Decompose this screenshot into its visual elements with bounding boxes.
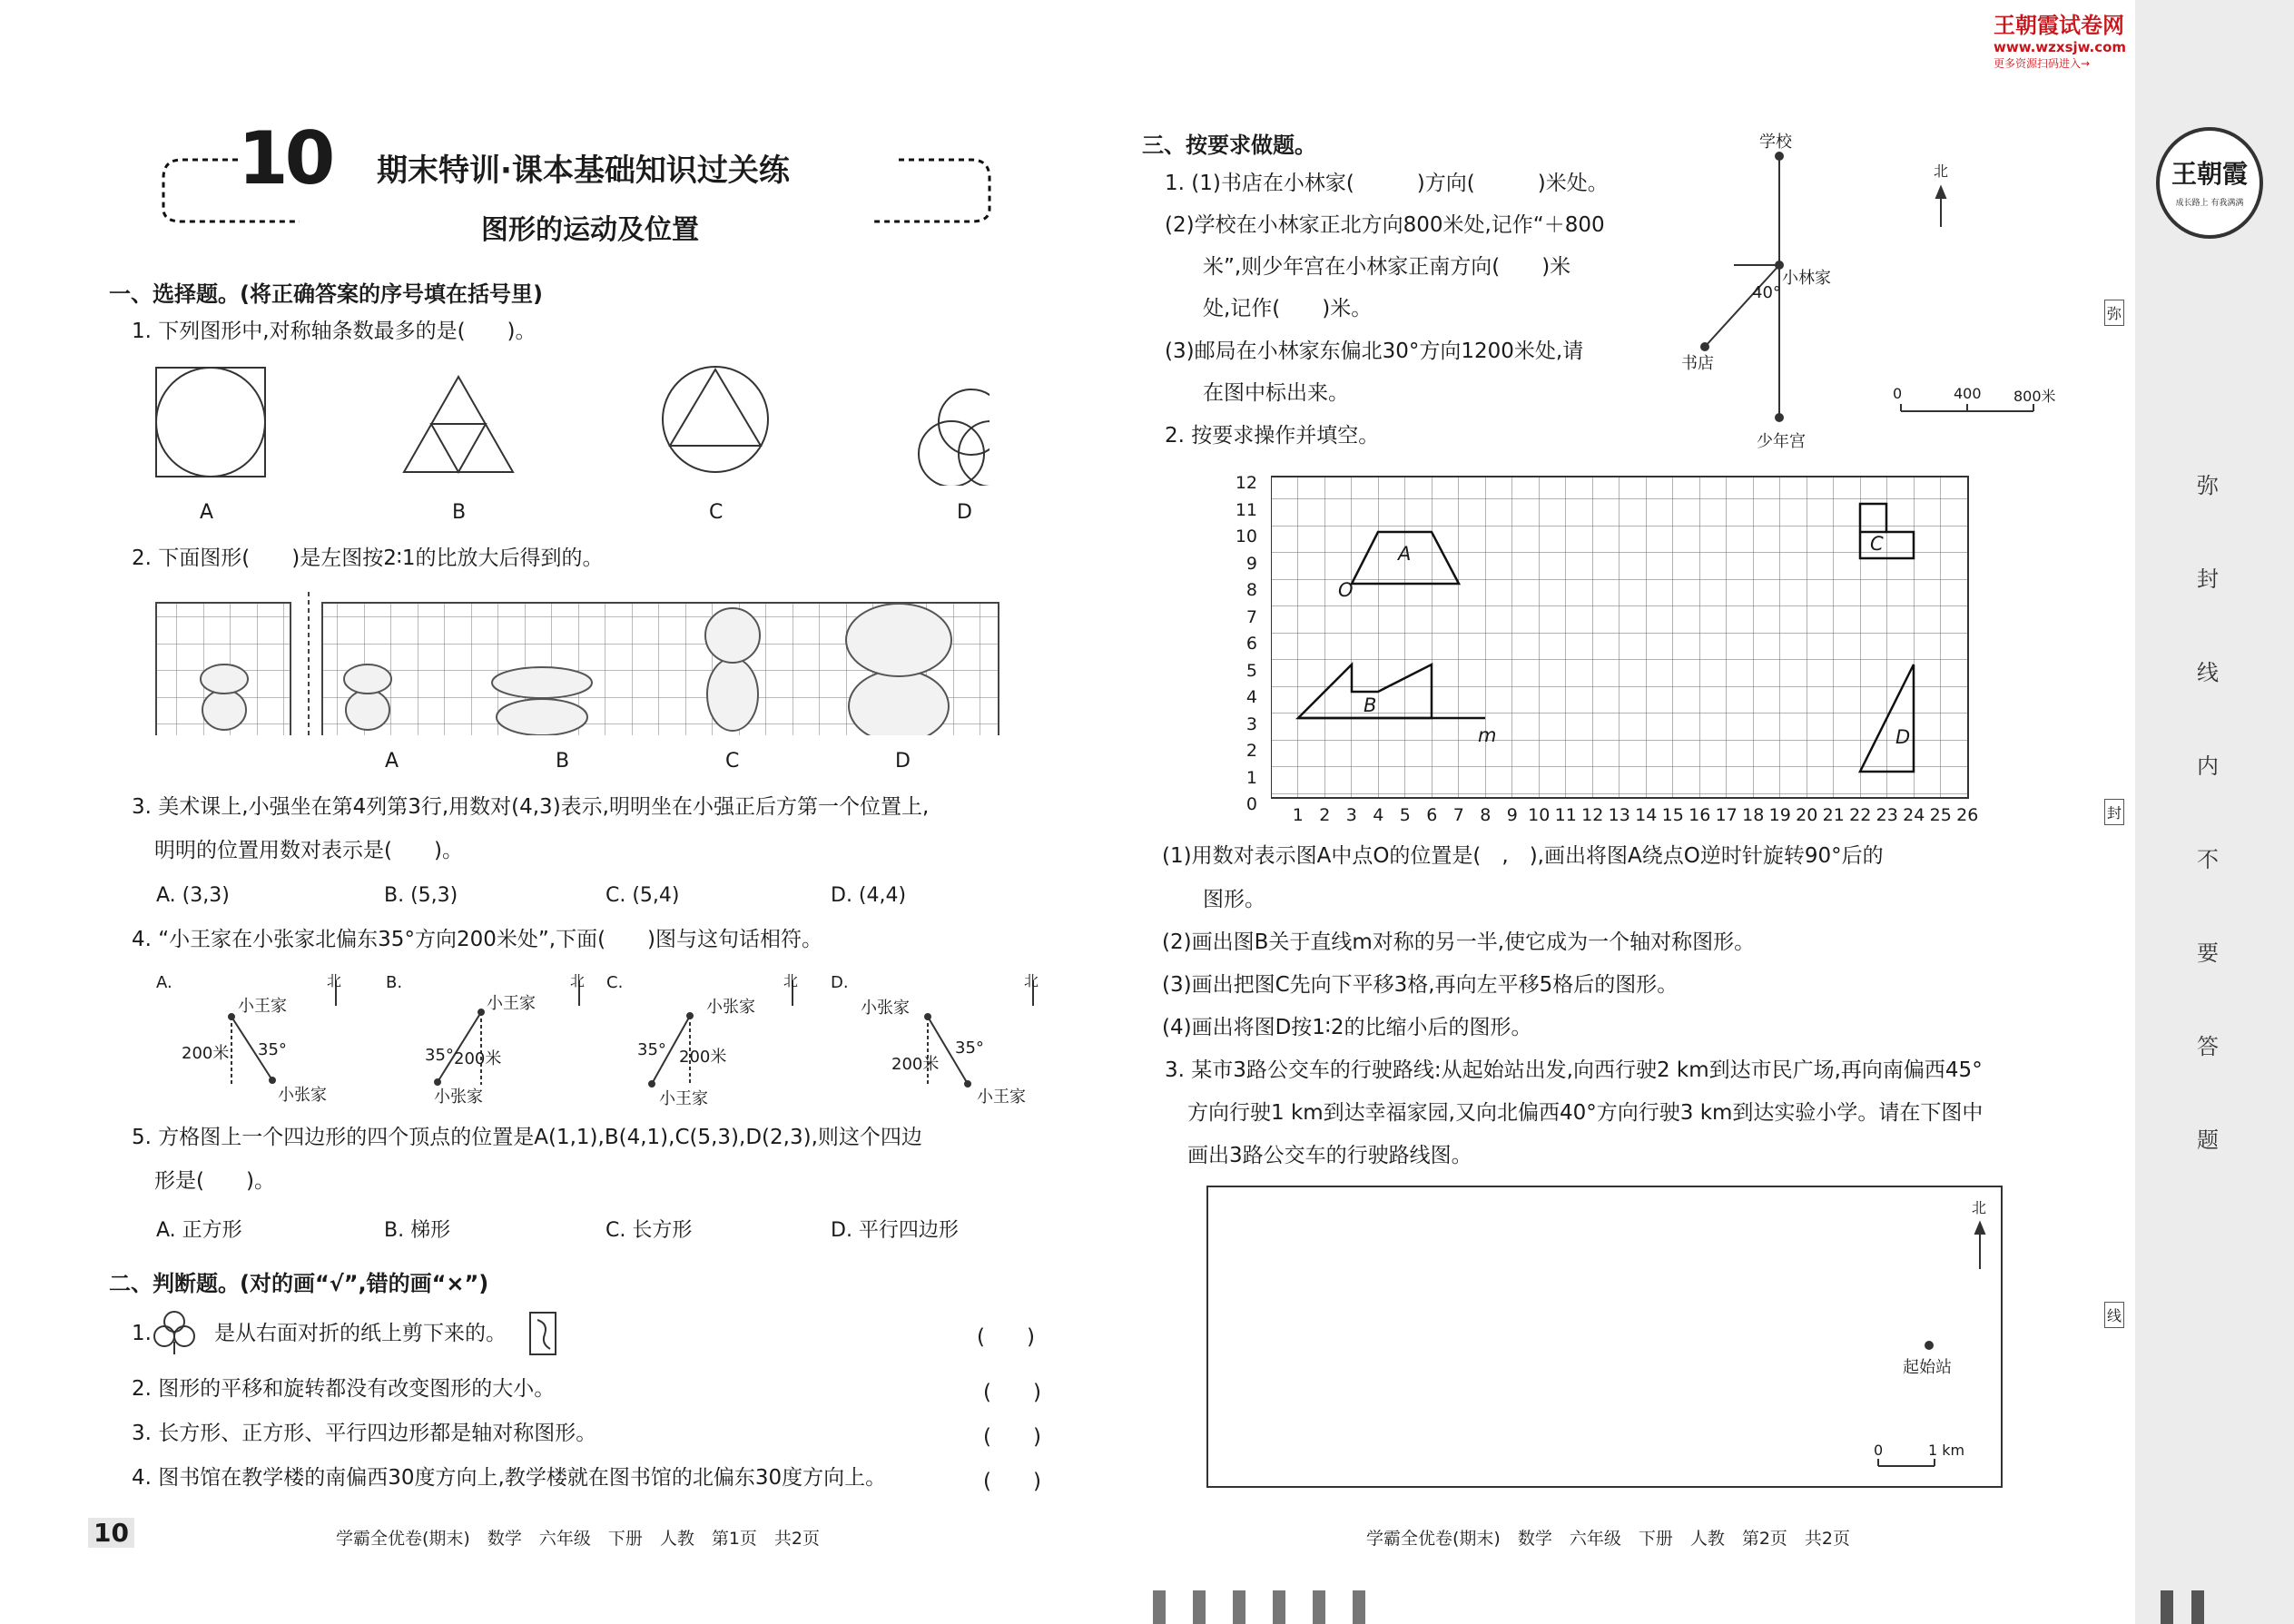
x-tick: 21	[1822, 805, 1845, 825]
map-label: 小王家	[238, 997, 287, 1016]
answer-bracket[interactable]: ( )	[983, 1470, 1041, 1493]
north-label: 北	[1024, 972, 1039, 989]
page-subtitle: 图形的运动及位置	[481, 214, 699, 246]
north-label: 北	[570, 972, 586, 989]
x-tick: 2	[1319, 805, 1331, 825]
option-label: D	[895, 750, 911, 773]
y-tick: 1	[1245, 767, 1257, 788]
question-text: (1)用数对表示图A中点O的位置是( , ),画出将图A绕点O逆时针旋转90°后的	[1162, 844, 1884, 868]
answer-bracket[interactable]: ( )	[983, 1381, 1041, 1404]
x-tick: 23	[1876, 805, 1898, 825]
question-text: (4)画出将图D按1∶2的比缩小后的图形。	[1162, 1016, 1532, 1039]
option-label: A	[200, 501, 214, 524]
question-text: 在图中标出来。	[1203, 381, 1349, 405]
question-text: 2. 下面图形( )是左图按2∶1的比放大后得到的。	[132, 546, 604, 570]
x-tick: 14	[1635, 805, 1658, 825]
footer-text: 学霸全优卷(期末) 数学 六年级 下册 人教 第1页 共2页	[336, 1529, 821, 1549]
judge-item: 3. 长方形、正方形、平行四边形都是轴对称图形。	[132, 1422, 597, 1445]
x-tick: 10	[1528, 805, 1551, 825]
y-tick: 3	[1245, 714, 1257, 734]
seal-char: 内	[2197, 753, 2219, 779]
shape-label: m	[1478, 724, 1497, 746]
map-label: 小王家	[977, 1088, 1026, 1107]
x-tick: 11	[1554, 805, 1577, 825]
option-text: C. (5,4)	[605, 884, 680, 907]
option-text: A. (3,3)	[156, 884, 230, 907]
x-tick: 17	[1715, 805, 1738, 825]
registration-marks	[1153, 1590, 1380, 1624]
x-tick: 20	[1796, 805, 1818, 825]
north-label: 北	[327, 972, 342, 989]
brand-badge	[2156, 127, 2263, 239]
clover-cut-figure	[153, 1307, 559, 1358]
section-heading: 二、判断题。(对的画“√”,错的画“×”)	[109, 1271, 489, 1296]
brand-badge-name: 王朝霞	[2171, 159, 2248, 189]
question-text: 3. 美术课上,小强坐在第4列第3行,用数对(4,3)表示,明明坐在小强正后方第一个位置上,	[132, 795, 930, 819]
option-label: A.	[156, 973, 172, 992]
question-text: 方向行驶1 km到达幸福家园,又向北偏西40°方向行驶3 km到达实验小学。请在下图中	[1187, 1101, 1984, 1125]
map-label: 小张家	[278, 1086, 327, 1105]
question-text: 形是( )。	[154, 1169, 275, 1193]
grid-y-axis	[1221, 470, 1257, 819]
x-tick: 12	[1581, 805, 1604, 825]
question-text: (2)画出图B关于直线m对称的另一半,使它成为一个轴对称图形。	[1162, 930, 1756, 954]
binding-mark: 弥	[2104, 300, 2124, 326]
y-tick: 9	[1245, 553, 1257, 574]
route-drawing-area[interactable]	[1206, 1185, 2004, 1489]
site-logo-url: www.wzxsjw.com	[1994, 39, 2127, 55]
y-tick: 6	[1245, 634, 1257, 654]
shape-label: O	[1338, 579, 1354, 601]
footer-text: 学霸全优卷(期末) 数学 六年级 下册 人教 第2页 共2页	[1366, 1529, 1851, 1549]
question-text: 5. 方格图上一个四边形的四个顶点的位置是A(1,1),B(4,1),C(5,3),D(2,3),则这个四边	[132, 1126, 922, 1149]
binding-mark: 封	[2104, 799, 2124, 825]
page-number: 10	[88, 1518, 134, 1548]
map-label: 小张家	[861, 999, 910, 1018]
shape-label: C	[1870, 533, 1884, 555]
question-text: 明明的位置用数对表示是( )。	[154, 839, 463, 862]
question-text: 1. (1)书店在小林家( )方向( )米处。	[1165, 172, 1609, 195]
q1-figures	[145, 359, 989, 486]
y-tick: 7	[1245, 606, 1257, 627]
x-tick: 26	[1956, 805, 1979, 825]
seal-char: 答	[2197, 1034, 2219, 1059]
option-label: B.	[386, 973, 403, 992]
binding-mark: 线	[2104, 1302, 2124, 1328]
option-text: B. (5,3)	[384, 884, 458, 907]
map-label: 40°	[1752, 283, 1781, 302]
x-tick: 1	[1292, 805, 1304, 825]
question-text: 4. “小王家在小张家北偏东35°方向200米处”,下面( )图与这句话相符。	[132, 928, 823, 951]
option-label: C	[709, 501, 724, 524]
question-text: (2)学校在小林家正北方向800米处,记作“＋800	[1165, 213, 1605, 237]
judge-item: 1. 是从右面对折的纸上剪下来的。	[132, 1322, 507, 1345]
shape-label: D	[1895, 726, 1911, 748]
x-tick: 24	[1903, 805, 1925, 825]
scale-label: 0	[1874, 1442, 1884, 1459]
y-tick: 10	[1235, 527, 1257, 546]
grid-x-axis	[1285, 805, 1981, 825]
x-tick: 19	[1768, 805, 1791, 825]
map-label: 35°	[258, 1040, 287, 1059]
north-label: 北	[783, 972, 799, 989]
x-tick: 9	[1506, 805, 1518, 825]
x-tick: 5	[1399, 805, 1411, 825]
x-tick: 22	[1849, 805, 1872, 825]
map-label: 200米	[454, 1049, 502, 1068]
y-tick: 11	[1235, 499, 1257, 520]
north-label: 北	[1934, 162, 1949, 180]
option-label: C	[725, 750, 740, 773]
map-label: 35°	[425, 1046, 454, 1065]
answer-bracket[interactable]: ( )	[983, 1425, 1041, 1449]
registration-marks	[2161, 1590, 2215, 1624]
answer-bracket[interactable]: ( )	[977, 1325, 1035, 1349]
map-label: 200米	[182, 1044, 230, 1063]
seal-char: 线	[2197, 660, 2219, 685]
question-text: 画出3路公交车的行驶路线图。	[1187, 1144, 1472, 1167]
seal-char: 弥	[2197, 473, 2219, 498]
scale-label: 0	[1893, 385, 1903, 402]
option-label: D.	[831, 973, 849, 992]
map-label: 35°	[637, 1040, 666, 1059]
question-text: 图形。	[1203, 888, 1265, 911]
map-label: 小张家	[706, 998, 755, 1017]
site-logo-tagline: 更多资源扫码进入→	[1994, 57, 2091, 70]
y-tick: 5	[1245, 660, 1257, 681]
map-label: 35°	[955, 1038, 984, 1058]
question-text: 3. 某市3路公交车的行驶路线:从起始站出发,向西行驶2 km到达市民广场,再向南偏西45°	[1165, 1058, 1983, 1082]
x-tick: 25	[1929, 805, 1952, 825]
map-label: 小王家	[659, 1089, 708, 1108]
seal-char: 封	[2197, 566, 2219, 592]
x-tick: 7	[1452, 805, 1464, 825]
option-label: D	[957, 501, 972, 524]
judge-item: 4. 图书馆在教学楼的南偏西30度方向上,教学楼就在图书馆的北偏东30度方向上。	[132, 1466, 887, 1490]
question-text: 处,记作( )米。	[1203, 297, 1373, 320]
seal-char: 不	[2197, 847, 2219, 872]
q2-grids	[150, 590, 1012, 735]
x-tick: 6	[1426, 805, 1438, 825]
seal-char: 题	[2197, 1127, 2219, 1153]
y-tick: 8	[1245, 580, 1257, 600]
option-text: C. 长方形	[605, 1219, 693, 1242]
start-station-label: 起始站	[1903, 1358, 1952, 1377]
lesson-number: 10	[238, 116, 332, 201]
y-tick: 12	[1235, 473, 1257, 493]
map-label: 小王家	[487, 994, 536, 1013]
judge-item: 2. 图形的平移和旋转都没有改变图形的大小。	[132, 1377, 556, 1401]
x-tick: 15	[1661, 805, 1684, 825]
x-tick: 8	[1480, 805, 1492, 825]
y-tick: 2	[1245, 741, 1257, 761]
option-label: B	[452, 501, 467, 524]
site-logo	[1994, 7, 2152, 71]
scale-label: 400	[1954, 385, 1982, 402]
question-text: 米”,则少年宫在小林家正南方向( )米	[1203, 255, 1571, 279]
option-text: B. 梯形	[384, 1219, 451, 1242]
shape-label: A	[1398, 543, 1412, 565]
x-tick: 13	[1608, 805, 1630, 825]
map-label: 小张家	[434, 1088, 483, 1107]
map-label: 学校	[1759, 133, 1792, 152]
option-text: A. 正方形	[156, 1219, 242, 1242]
coordinate-grid	[1271, 472, 1997, 826]
seal-char: 要	[2197, 940, 2219, 966]
map-label: 书店	[1681, 354, 1714, 373]
y-tick: 0	[1245, 794, 1257, 814]
map-label: 少年宫	[1757, 432, 1806, 451]
map-label: 小林家	[1782, 269, 1831, 288]
x-tick: 16	[1689, 805, 1711, 825]
option-label: B	[556, 750, 570, 773]
question-text: 2. 按要求操作并填空。	[1165, 424, 1380, 448]
map-label: 200米	[891, 1055, 940, 1074]
x-tick: 4	[1373, 805, 1384, 825]
question-text: (3)邮局在小林家东偏北30°方向1200米处,请	[1165, 340, 1584, 363]
option-text: D. (4,4)	[831, 884, 907, 907]
brand-badge-motto: 成长路上 有我满满	[2175, 199, 2244, 208]
site-logo-name: 王朝霞试卷网	[1994, 13, 2124, 38]
question-text: 1. 下列图形中,对称轴条数最多的是( )。	[132, 320, 537, 343]
x-tick: 18	[1742, 805, 1765, 825]
scale-label: 800米	[2013, 388, 2056, 405]
section-heading: 三、按要求做题。	[1142, 133, 1316, 158]
page-title: 期末特训·课本基础知识过关练	[377, 153, 790, 189]
scale-label: 1 km	[1928, 1442, 1965, 1459]
option-text: D. 平行四边形	[831, 1219, 959, 1242]
y-tick: 4	[1245, 687, 1257, 707]
binding-sidebar	[2135, 0, 2294, 1624]
question-text: (3)画出把图C先向下平移3格,再向左平移5格后的图形。	[1162, 973, 1679, 997]
shape-label: B	[1364, 694, 1377, 716]
x-tick: 3	[1345, 805, 1357, 825]
option-label: A	[385, 750, 399, 773]
north-label: 北	[1972, 1199, 1987, 1216]
section-heading: 一、选择题。(将正确答案的序号填在括号里)	[109, 281, 543, 307]
option-label: C.	[606, 973, 624, 992]
map-label: 200米	[679, 1048, 727, 1067]
q1-direction-map	[1679, 145, 2061, 445]
